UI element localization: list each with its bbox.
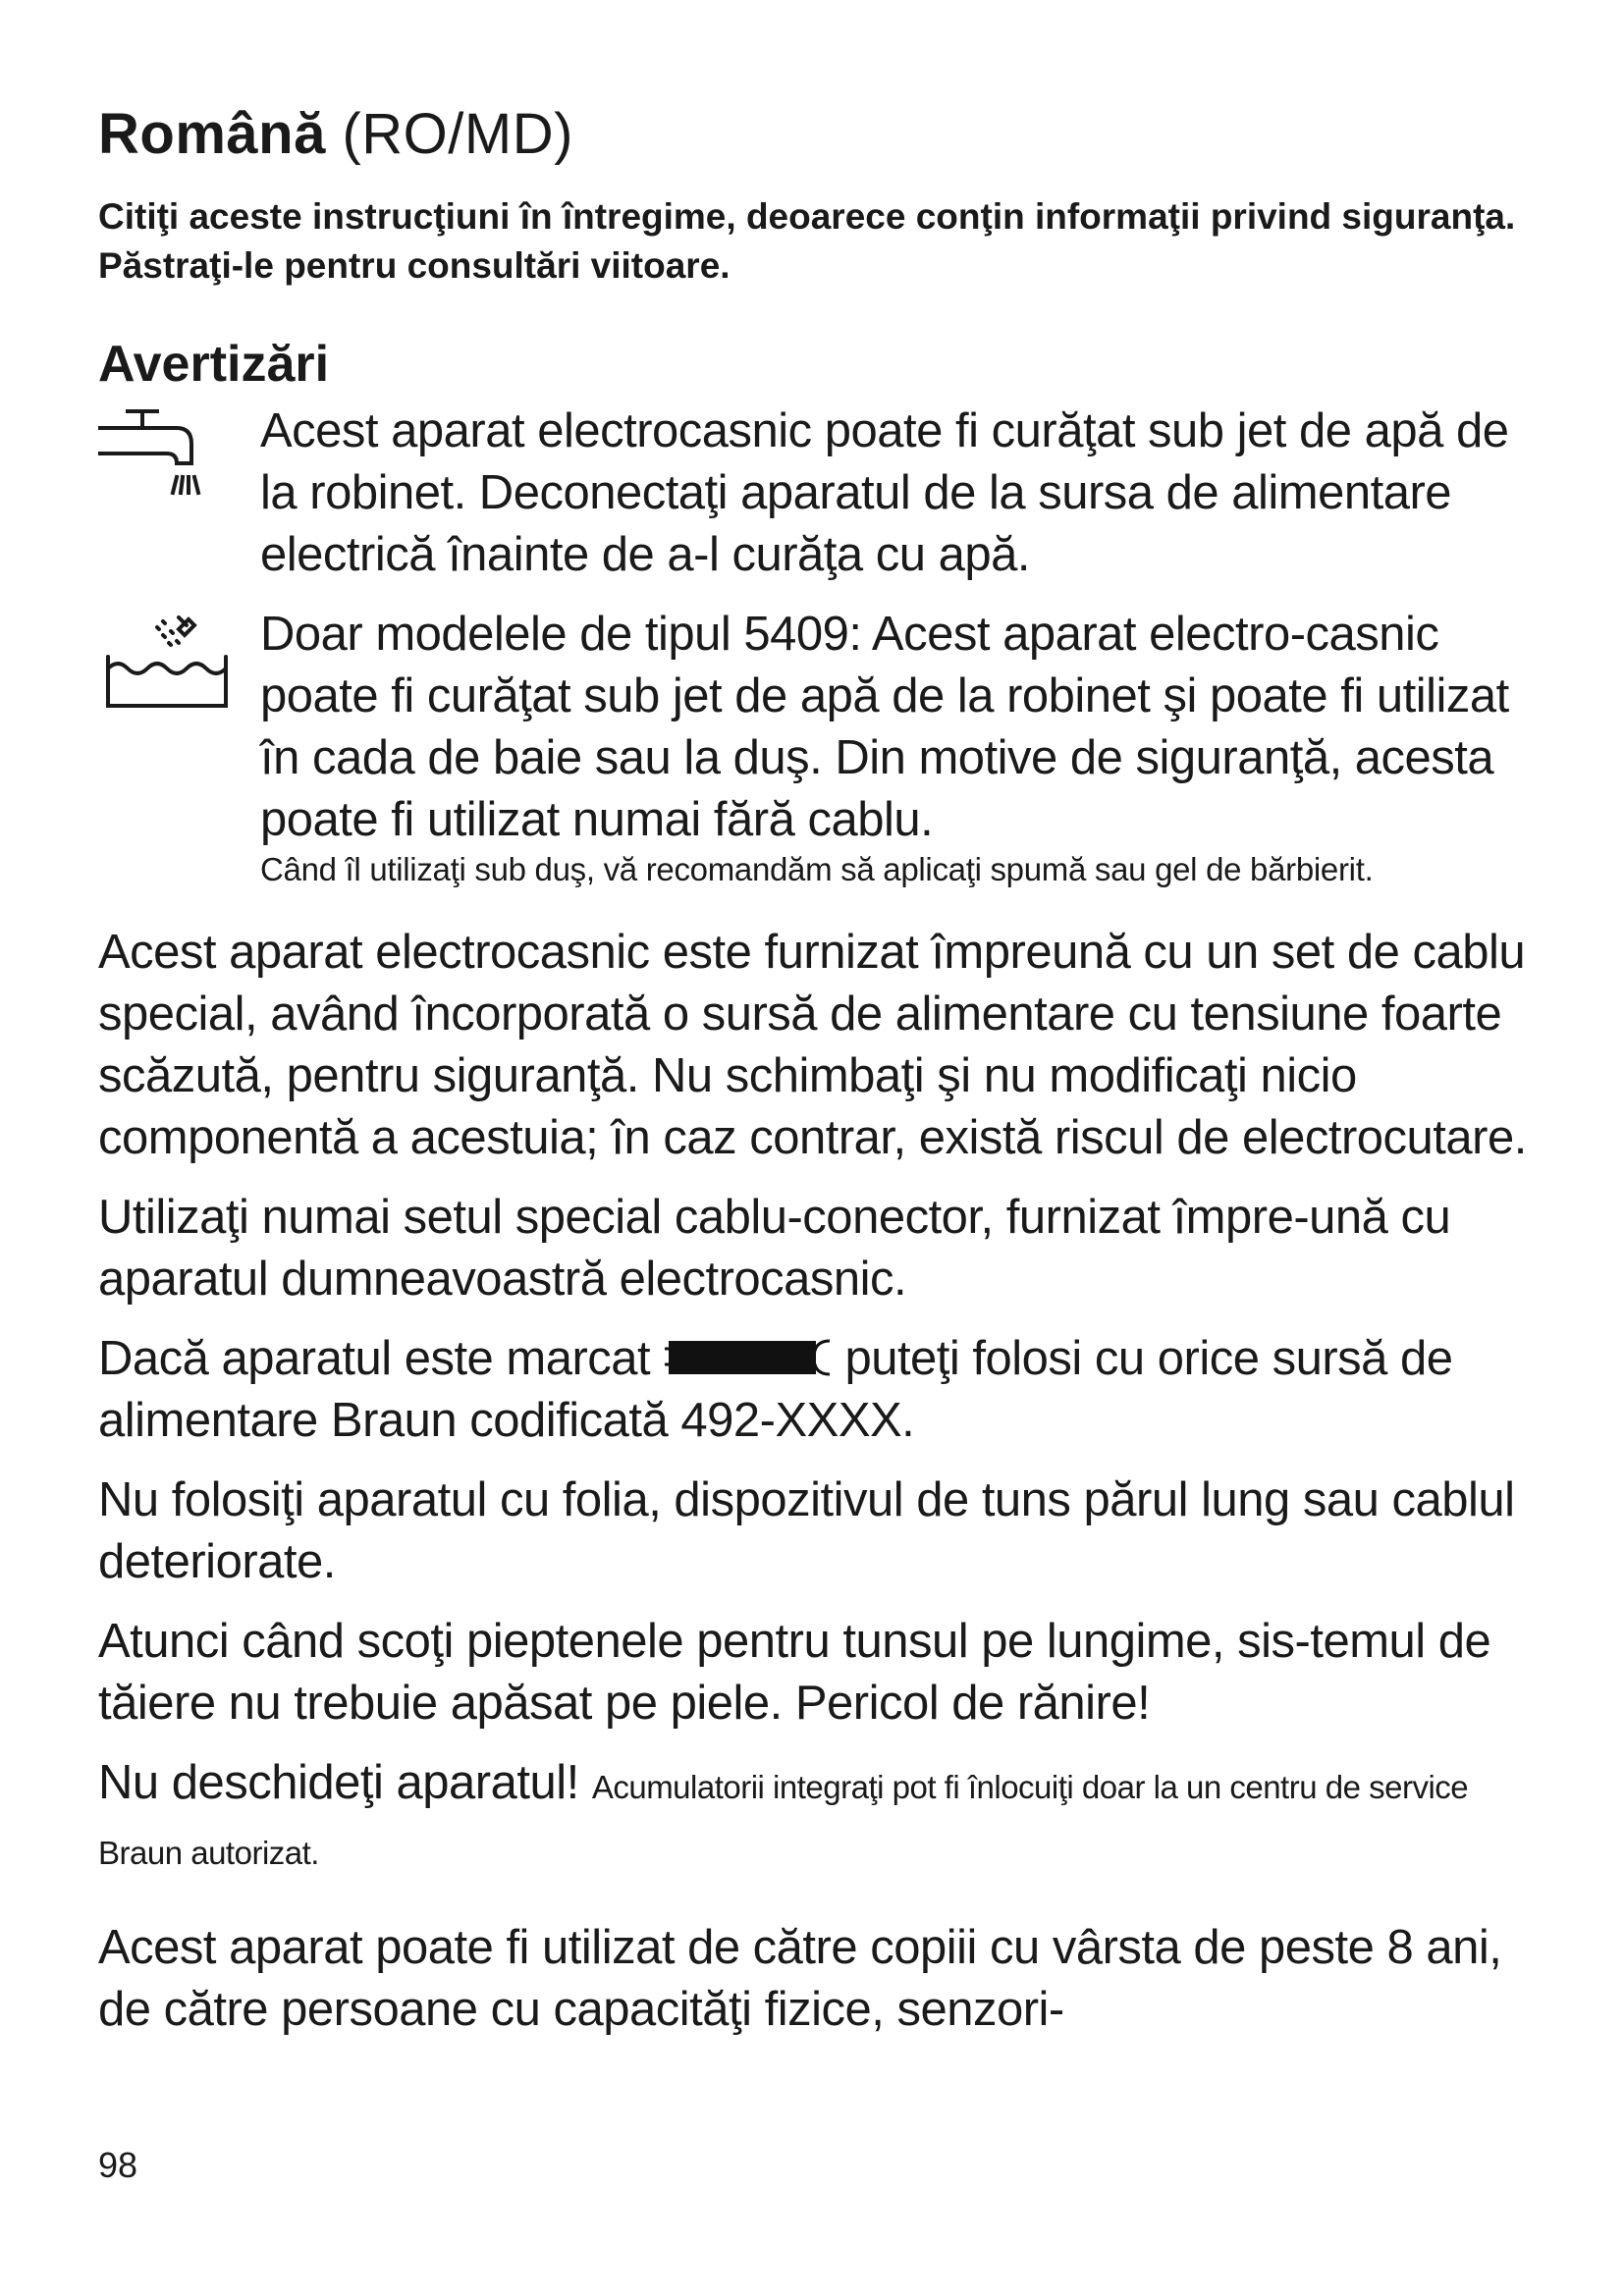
do-not-open-main: Nu deschideţi aparatul! [98, 1756, 579, 1809]
section-title: Avertizări [98, 336, 330, 393]
paragraph-do-not-open [98, 1752, 1551, 1884]
language-name: Română [98, 102, 326, 166]
marking-text-after: puteţi folosi cu orice sursă de alimentare Braun codificată 492-XXXX. [98, 1332, 1453, 1447]
paragraph-damaged-parts: Nu folosiţi aparatul cu folia, dispozitivul de tuns părul lung sau cablul deteriorate. [98, 1473, 1515, 1588]
warning-tap-text: Acest aparat electrocasnic poate fi curăţat sub jet de apă de la robinet. Deconectaţi aparatul de la sursa de alimentare electrică înainte de a-l curăţa cu apă. [260, 404, 1509, 581]
paragraph-children: Acest aparat poate fi utilizat de către copiii cu vârsta de peste 8 ani, de către persoane cu capacităţi fizice, senzori- [98, 1921, 1502, 2036]
marking-text-before: Dacă aparatul este marcat [98, 1332, 651, 1385]
shower-bath-icon [98, 604, 260, 727]
paragraph-cable-set: Acest aparat electrocasnic este furnizat împreună cu un set de cablu special, având încorporată o sursă de alimentare cu tensiune foarte scăzută, pentru siguranţă. Nu schimbaţi şi nu modificaţi nicio componentă a acestuia; în caz contrar, există riscul de electrocutare. [98, 926, 1527, 1164]
warning-shower-text: Doar modelele de tipul 5409: Acest aparat electro-casnic poate fi curăţat sub jet de apă de la robinet şi poate fi utilizat în cada de baie sau la duş. Din motive de siguranţă, acesta poate fi utilizat numai fără cablu. [260, 608, 1509, 846]
warning-shower-content [260, 604, 1551, 888]
manual-page [98, 98, 1551, 2041]
warning-shower [98, 604, 1551, 888]
do-not-open-note: Acumulatorii integraţi pot fi înlocuiţi doar la un centru de service Braun autorizat. [98, 1769, 1469, 1871]
paragraph-long-hair-trimmer: Atunci când scoţi pieptenele pentru tunsul pe lungime, sis-temul de tăiere nu trebuie apăsat pe piele. Pericol de rănire! [98, 1615, 1491, 1730]
page-number: 98 [98, 2145, 138, 2185]
warning-shower-note: Când îl utilizaţi sub duş, vă recomandăm să aplicaţi spumă sau gel de bărbierit. [260, 851, 1374, 887]
language-heading [98, 98, 1551, 171]
tap-water-icon [98, 400, 260, 514]
paragraph-marking [98, 1328, 1551, 1452]
paragraph-connector: Utilizaţi numai setul special cablu-conector, furnizat împre-ună cu aparatul dumneavoastră electrocasnic. [98, 1191, 1451, 1306]
intro-instructions: Citiţi aceste instrucţiuni în întregime, deoarece conţin informaţii privind siguranţa. Păstraţi-le pentru consultări viitoare. [98, 196, 1516, 286]
redacted-marking [665, 1335, 830, 1380]
language-code: (RO/MD) [342, 102, 573, 166]
warning-tap [98, 400, 1551, 586]
